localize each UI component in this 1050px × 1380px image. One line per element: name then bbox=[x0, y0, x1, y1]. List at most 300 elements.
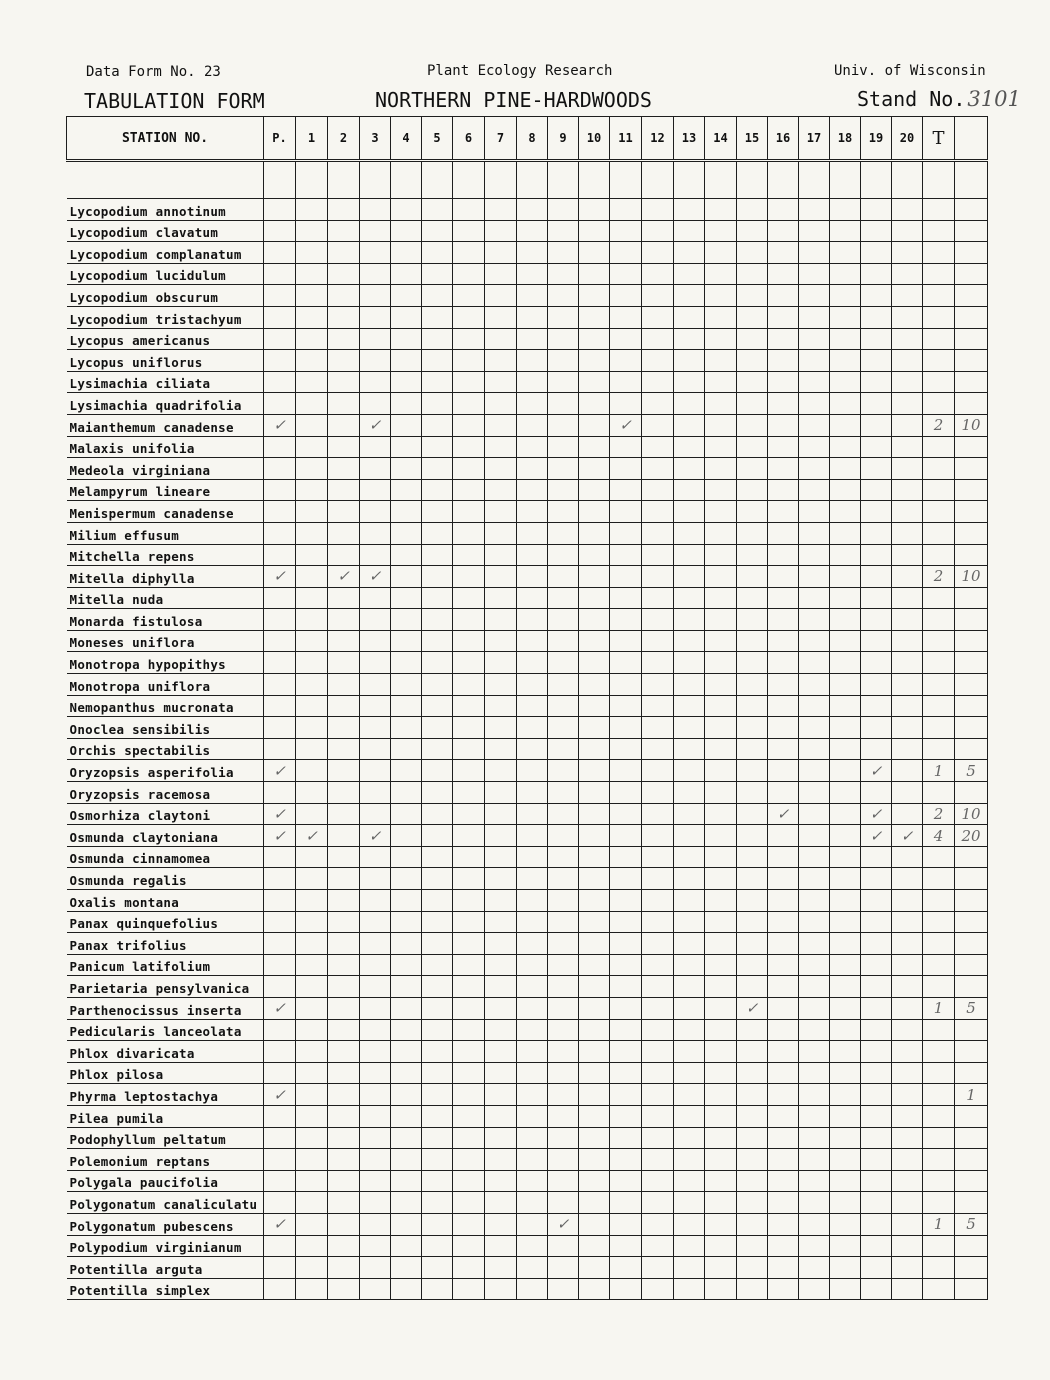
tally-cell bbox=[955, 890, 988, 912]
tally-cell bbox=[548, 738, 579, 760]
tally-cell bbox=[453, 609, 485, 631]
tally-cell bbox=[768, 652, 799, 674]
tally-cell bbox=[328, 1235, 360, 1257]
tally-cell bbox=[674, 263, 705, 285]
tally-cell bbox=[955, 306, 988, 328]
tally-cell bbox=[296, 220, 328, 242]
species-name-cell bbox=[67, 1127, 264, 1149]
tally-cell: 5 bbox=[955, 997, 988, 1019]
tally-cell bbox=[737, 738, 768, 760]
tally-cell bbox=[892, 220, 923, 242]
species-name-cell bbox=[67, 1105, 264, 1127]
tally-cell bbox=[799, 436, 830, 458]
tally-cell bbox=[737, 1235, 768, 1257]
grid-cell bbox=[453, 161, 485, 199]
grid-cell bbox=[296, 161, 328, 199]
tally-cell bbox=[737, 220, 768, 242]
tally-cell bbox=[391, 414, 422, 436]
tally-cell bbox=[705, 371, 737, 393]
tally-cell bbox=[579, 1062, 610, 1084]
tally-cell bbox=[422, 782, 453, 804]
tally-cell bbox=[360, 544, 391, 566]
tally-cell bbox=[861, 954, 892, 976]
tally-cell bbox=[642, 350, 674, 372]
tally-cell bbox=[579, 285, 610, 307]
tally-cell bbox=[674, 436, 705, 458]
tally-cell bbox=[264, 263, 296, 285]
tally-cell bbox=[485, 1127, 517, 1149]
tally-cell bbox=[579, 522, 610, 544]
species-name: Osmunda claytoniana bbox=[69, 829, 219, 845]
tally-cell bbox=[453, 1235, 485, 1257]
tally-cell bbox=[861, 1257, 892, 1279]
species-name: Polemonium reptans bbox=[69, 1153, 211, 1169]
grid-cell bbox=[923, 161, 955, 199]
tally-cell bbox=[548, 414, 579, 436]
tally-cell bbox=[799, 782, 830, 804]
species-name-cell bbox=[67, 306, 264, 328]
tally-cell bbox=[768, 285, 799, 307]
tally-cell bbox=[579, 760, 610, 782]
tally-cell: 5 bbox=[955, 1213, 988, 1235]
tally-cell bbox=[548, 220, 579, 242]
tally-cell bbox=[360, 1062, 391, 1084]
tally-cell bbox=[642, 587, 674, 609]
species-row bbox=[67, 1149, 988, 1171]
tally-cell bbox=[642, 1127, 674, 1149]
tally-cell bbox=[830, 263, 861, 285]
tally-cell bbox=[296, 544, 328, 566]
tally-cell bbox=[923, 1235, 955, 1257]
tally-cell bbox=[517, 652, 548, 674]
tally-cell bbox=[579, 825, 610, 847]
tally-cell bbox=[453, 350, 485, 372]
tally-cell bbox=[422, 1062, 453, 1084]
tally-cell bbox=[548, 199, 579, 221]
tally-cell bbox=[799, 1105, 830, 1127]
tally-cell bbox=[737, 199, 768, 221]
tally-cell bbox=[453, 199, 485, 221]
tally-cell bbox=[517, 1084, 548, 1106]
species-row bbox=[67, 220, 988, 242]
tally-cell bbox=[923, 1278, 955, 1300]
tally-cell bbox=[642, 976, 674, 998]
tally-cell bbox=[422, 458, 453, 480]
tally-cell bbox=[674, 199, 705, 221]
tally-cell bbox=[360, 587, 391, 609]
tally-cell: 10 bbox=[955, 803, 988, 825]
tally-cell bbox=[610, 630, 642, 652]
tally-cell bbox=[296, 306, 328, 328]
tally-cell bbox=[485, 393, 517, 415]
tally-cell bbox=[328, 630, 360, 652]
tally-cell bbox=[579, 846, 610, 868]
tally-cell bbox=[768, 501, 799, 523]
grid-cell bbox=[391, 161, 422, 199]
species-name: Mitchella repens bbox=[69, 549, 195, 565]
tally-cell bbox=[705, 695, 737, 717]
column-header: 18 bbox=[830, 117, 861, 161]
tally-cell bbox=[674, 306, 705, 328]
species-name: Menispermum canadense bbox=[69, 505, 234, 521]
tally-cell bbox=[391, 1213, 422, 1235]
tally-cell bbox=[296, 350, 328, 372]
tally-cell bbox=[830, 911, 861, 933]
tally-cell bbox=[861, 587, 892, 609]
tally-cell bbox=[548, 825, 579, 847]
tally-cell bbox=[517, 976, 548, 998]
tally-cell bbox=[892, 954, 923, 976]
column-header: 10 bbox=[579, 117, 610, 161]
tally-cell bbox=[955, 954, 988, 976]
tally-cell: ✓ bbox=[264, 414, 296, 436]
tally-cell bbox=[548, 1041, 579, 1063]
tally-cell bbox=[296, 652, 328, 674]
tally-cell bbox=[799, 933, 830, 955]
tally-cell bbox=[737, 1170, 768, 1192]
tally-cell bbox=[610, 1127, 642, 1149]
tally-cell bbox=[485, 522, 517, 544]
species-row bbox=[67, 674, 988, 696]
tally-cell bbox=[799, 1041, 830, 1063]
tally-cell bbox=[453, 846, 485, 868]
tally-cell bbox=[768, 911, 799, 933]
tally-cell bbox=[517, 1235, 548, 1257]
grid-cell bbox=[674, 161, 705, 199]
tally-cell bbox=[328, 674, 360, 696]
tally-cell bbox=[264, 587, 296, 609]
tally-cell bbox=[328, 220, 360, 242]
tally-cell bbox=[892, 1170, 923, 1192]
tally-cell bbox=[674, 933, 705, 955]
tally-cell bbox=[579, 717, 610, 739]
tally-cell bbox=[923, 1149, 955, 1171]
tally-cell bbox=[485, 414, 517, 436]
tally-cell bbox=[642, 263, 674, 285]
species-row bbox=[67, 954, 988, 976]
tally-cell bbox=[923, 1192, 955, 1214]
tally-cell bbox=[328, 890, 360, 912]
tally-cell: ✓ bbox=[892, 825, 923, 847]
tally-cell bbox=[642, 414, 674, 436]
tally-cell bbox=[955, 285, 988, 307]
tally-cell bbox=[517, 1041, 548, 1063]
tally-cell bbox=[264, 220, 296, 242]
tally-cell: ✓ bbox=[861, 803, 892, 825]
species-name: Lycopodium obscurum bbox=[69, 289, 219, 305]
tally-cell bbox=[892, 717, 923, 739]
tally-cell bbox=[955, 674, 988, 696]
tally-cell bbox=[517, 501, 548, 523]
tally-cell bbox=[328, 1149, 360, 1171]
tally-cell bbox=[517, 436, 548, 458]
tally-cell bbox=[892, 976, 923, 998]
species-name-cell bbox=[67, 458, 264, 480]
tally-cell bbox=[642, 782, 674, 804]
tally-cell bbox=[422, 954, 453, 976]
tally-cell bbox=[674, 328, 705, 350]
tally-cell bbox=[328, 522, 360, 544]
tally-cell bbox=[360, 393, 391, 415]
tally-cell bbox=[830, 1149, 861, 1171]
species-name: Parietaria pensylvanica bbox=[69, 980, 250, 996]
tally-cell bbox=[892, 1041, 923, 1063]
tally-cell bbox=[579, 1213, 610, 1235]
tally-cell bbox=[642, 695, 674, 717]
tally-cell bbox=[391, 1170, 422, 1192]
tally-cell bbox=[453, 911, 485, 933]
tally-cell bbox=[674, 997, 705, 1019]
tally-cell bbox=[453, 954, 485, 976]
tally-cell bbox=[485, 1235, 517, 1257]
grid-cell bbox=[955, 161, 988, 199]
tally-cell bbox=[391, 933, 422, 955]
tally-cell bbox=[264, 976, 296, 998]
species-name: Podophyllum peltatum bbox=[69, 1132, 227, 1148]
tally-cell bbox=[296, 954, 328, 976]
tally-cell bbox=[737, 393, 768, 415]
tally-cell bbox=[517, 544, 548, 566]
species-row bbox=[67, 393, 988, 415]
tally-cell bbox=[328, 717, 360, 739]
species-name-cell bbox=[67, 328, 264, 350]
species-name: Phyrma leptostachya bbox=[69, 1088, 219, 1104]
tally-cell bbox=[517, 997, 548, 1019]
species-name-cell bbox=[67, 587, 264, 609]
tally-cell bbox=[485, 846, 517, 868]
tally-cell bbox=[737, 371, 768, 393]
grid-cell bbox=[892, 161, 923, 199]
tally-cell bbox=[453, 414, 485, 436]
tally-cell bbox=[830, 760, 861, 782]
tally-cell bbox=[799, 1213, 830, 1235]
tally-cell bbox=[705, 1192, 737, 1214]
tally-cell bbox=[768, 522, 799, 544]
tally-cell: ✓ bbox=[296, 825, 328, 847]
tally-cell bbox=[548, 566, 579, 588]
tally-cell bbox=[579, 782, 610, 804]
tally-cell bbox=[391, 285, 422, 307]
tally-cell bbox=[768, 328, 799, 350]
tally-cell bbox=[861, 630, 892, 652]
tally-cell bbox=[830, 630, 861, 652]
tally-cell bbox=[674, 522, 705, 544]
station-header: STATION NO. bbox=[67, 117, 264, 161]
tally-cell bbox=[485, 501, 517, 523]
tally-cell bbox=[485, 630, 517, 652]
tally-cell bbox=[610, 954, 642, 976]
tally-cell bbox=[674, 501, 705, 523]
species-name-cell bbox=[67, 933, 264, 955]
tally-cell bbox=[923, 1041, 955, 1063]
tally-cell bbox=[453, 976, 485, 998]
tally-cell bbox=[705, 1019, 737, 1041]
tally-cell bbox=[830, 587, 861, 609]
column-header: 11 bbox=[610, 117, 642, 161]
tally-cell bbox=[296, 695, 328, 717]
species-name: Phlox divaricata bbox=[69, 1045, 195, 1061]
tally-cell bbox=[391, 587, 422, 609]
tally-cell bbox=[955, 1235, 988, 1257]
tally-cell bbox=[861, 328, 892, 350]
tally-cell bbox=[674, 890, 705, 912]
tally-cell bbox=[485, 890, 517, 912]
species-name-cell bbox=[67, 1257, 264, 1279]
species-name-cell bbox=[67, 566, 264, 588]
tally-cell bbox=[517, 393, 548, 415]
tally-cell bbox=[705, 199, 737, 221]
tally-cell bbox=[579, 695, 610, 717]
tally-cell bbox=[548, 846, 579, 868]
tally-cell bbox=[892, 1062, 923, 1084]
tally-cell bbox=[892, 436, 923, 458]
column-header: 8 bbox=[517, 117, 548, 161]
tally-cell bbox=[642, 458, 674, 480]
tally-cell bbox=[360, 954, 391, 976]
tally-cell bbox=[391, 717, 422, 739]
column-header: 13 bbox=[674, 117, 705, 161]
tally-cell bbox=[737, 760, 768, 782]
tally-cell bbox=[548, 371, 579, 393]
tally-cell bbox=[674, 803, 705, 825]
tally-cell bbox=[517, 890, 548, 912]
tally-cell bbox=[642, 1062, 674, 1084]
tally-cell bbox=[705, 393, 737, 415]
tally-cell bbox=[360, 674, 391, 696]
species-name: Lycopodium lucidulum bbox=[69, 268, 227, 284]
tally-cell bbox=[485, 933, 517, 955]
tally-cell bbox=[799, 285, 830, 307]
tally-cell bbox=[264, 1041, 296, 1063]
species-name-cell bbox=[67, 695, 264, 717]
tally-cell bbox=[705, 350, 737, 372]
tally-cell bbox=[923, 695, 955, 717]
tally-cell bbox=[579, 1170, 610, 1192]
tally-cell bbox=[861, 285, 892, 307]
tally-cell bbox=[422, 717, 453, 739]
tally-cell bbox=[296, 1127, 328, 1149]
tally-cell bbox=[892, 760, 923, 782]
tally-cell bbox=[610, 1084, 642, 1106]
tally-cell bbox=[548, 350, 579, 372]
tally-cell bbox=[923, 199, 955, 221]
tally-cell bbox=[391, 738, 422, 760]
tally-cell bbox=[768, 609, 799, 631]
tally-cell bbox=[799, 825, 830, 847]
tally-cell bbox=[548, 587, 579, 609]
tally-cell bbox=[328, 976, 360, 998]
tally-cell bbox=[485, 285, 517, 307]
tally-cell bbox=[579, 328, 610, 350]
tally-cell bbox=[674, 652, 705, 674]
tally-cell bbox=[548, 1192, 579, 1214]
tally-cell bbox=[861, 976, 892, 998]
column-header: T bbox=[923, 117, 955, 161]
tally-cell bbox=[264, 1105, 296, 1127]
tally-cell bbox=[517, 1278, 548, 1300]
tally-cell bbox=[610, 911, 642, 933]
tally-cell bbox=[328, 1170, 360, 1192]
tally-cell bbox=[861, 782, 892, 804]
tally-cell bbox=[923, 976, 955, 998]
tally-cell bbox=[737, 911, 768, 933]
tally-cell bbox=[830, 1170, 861, 1192]
tally-cell bbox=[705, 954, 737, 976]
tally-cell bbox=[768, 760, 799, 782]
tally-cell bbox=[737, 414, 768, 436]
tally-cell bbox=[830, 803, 861, 825]
tally-cell bbox=[296, 630, 328, 652]
tally-cell bbox=[955, 1278, 988, 1300]
tally-cell bbox=[391, 954, 422, 976]
tally-cell bbox=[391, 371, 422, 393]
tally-cell bbox=[923, 458, 955, 480]
tally-cell bbox=[923, 285, 955, 307]
tally-cell bbox=[422, 285, 453, 307]
tally-cell bbox=[422, 414, 453, 436]
tally-cell bbox=[548, 674, 579, 696]
tally-cell bbox=[892, 890, 923, 912]
tally-cell bbox=[642, 1257, 674, 1279]
tally-cell bbox=[768, 1170, 799, 1192]
species-name: Lysimachia quadrifolia bbox=[69, 397, 242, 413]
tally-cell bbox=[485, 479, 517, 501]
grid-cell bbox=[548, 161, 579, 199]
tally-cell bbox=[485, 1192, 517, 1214]
species-name: Milium effusum bbox=[69, 527, 180, 543]
tally-cell bbox=[737, 263, 768, 285]
species-name-cell bbox=[67, 803, 264, 825]
tally-cell bbox=[955, 738, 988, 760]
tally-cell bbox=[768, 1235, 799, 1257]
tally-cell bbox=[296, 522, 328, 544]
tally-cell bbox=[485, 566, 517, 588]
tally-cell bbox=[923, 328, 955, 350]
tally-cell bbox=[453, 890, 485, 912]
species-name: Orchis spectabilis bbox=[69, 743, 211, 759]
tally-cell bbox=[517, 717, 548, 739]
tally-cell bbox=[296, 868, 328, 890]
tally-cell bbox=[923, 738, 955, 760]
tally-cell bbox=[955, 350, 988, 372]
tally-cell bbox=[737, 306, 768, 328]
tally-cell bbox=[360, 695, 391, 717]
tally-cell bbox=[642, 393, 674, 415]
species-row bbox=[67, 652, 988, 674]
tally-cell bbox=[391, 328, 422, 350]
tally-cell bbox=[861, 263, 892, 285]
tally-cell bbox=[517, 522, 548, 544]
species-name: Onoclea sensibilis bbox=[69, 721, 211, 737]
column-header: 15 bbox=[737, 117, 768, 161]
tally-cell bbox=[548, 976, 579, 998]
tally-cell bbox=[861, 544, 892, 566]
tally-cell bbox=[892, 1105, 923, 1127]
tally-cell bbox=[674, 350, 705, 372]
species-row bbox=[67, 738, 988, 760]
tally-cell bbox=[579, 738, 610, 760]
tally-cell bbox=[422, 199, 453, 221]
tally-cell bbox=[674, 1213, 705, 1235]
tally-cell bbox=[517, 458, 548, 480]
tally-cell bbox=[517, 350, 548, 372]
grid-cell bbox=[579, 161, 610, 199]
tally-cell bbox=[737, 803, 768, 825]
tally-cell: ✓ bbox=[610, 414, 642, 436]
tally-cell bbox=[360, 652, 391, 674]
tally-cell bbox=[391, 1041, 422, 1063]
tally-cell bbox=[485, 220, 517, 242]
